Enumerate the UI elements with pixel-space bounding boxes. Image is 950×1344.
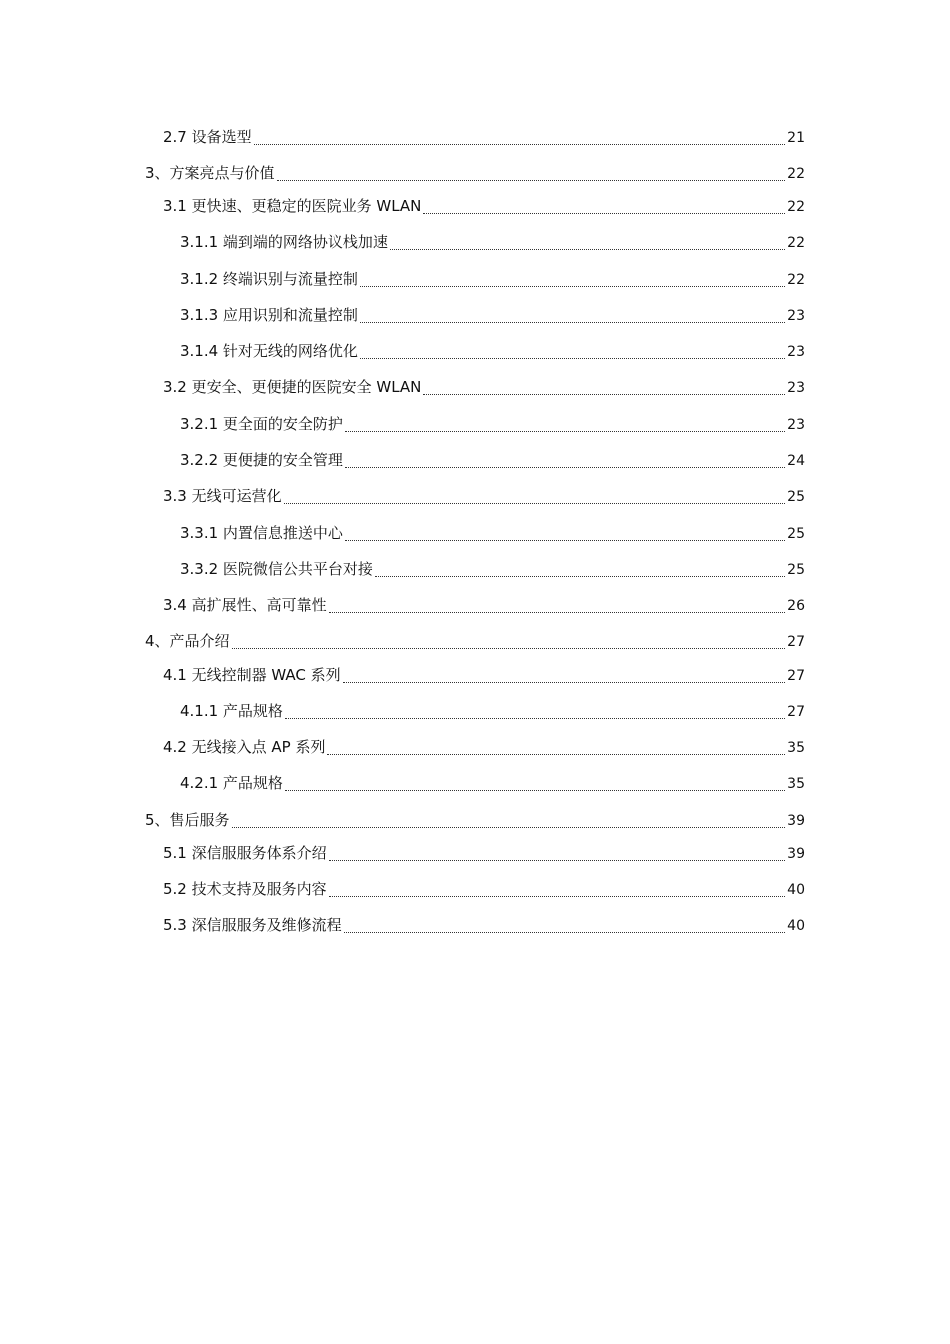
toc-entry-page: 25 xyxy=(787,489,805,505)
toc-entry-title: 5.3 深信服服务及维修流程 xyxy=(163,916,342,934)
toc-entry-page: 22 xyxy=(787,166,805,182)
toc-leader-dots xyxy=(285,717,785,719)
toc-leader-dots xyxy=(329,611,786,613)
toc-entry-title: 5.1 深信服服务体系介绍 xyxy=(163,844,327,862)
toc-entry[interactable] xyxy=(163,127,805,149)
toc-entry-page: 35 xyxy=(787,776,805,792)
toc-entry[interactable] xyxy=(180,450,805,472)
toc-entry-page: 23 xyxy=(787,308,805,324)
toc-entry-title: 3.1.1 端到端的网络协议栈加速 xyxy=(180,233,388,251)
toc-entry-page: 39 xyxy=(787,813,805,829)
toc-leader-dots xyxy=(329,859,786,861)
toc-leader-dots xyxy=(345,539,785,541)
toc-leader-dots xyxy=(375,575,785,577)
toc-entry[interactable] xyxy=(145,810,805,832)
toc-entry[interactable] xyxy=(163,665,805,687)
toc-leader-dots xyxy=(423,393,785,395)
toc-entry-title: 4.1.1 产品规格 xyxy=(180,702,283,720)
toc-entry[interactable] xyxy=(180,559,805,581)
toc-entry-page: 35 xyxy=(787,740,805,756)
toc-entry-title: 3.3 无线可运营化 xyxy=(163,487,282,505)
toc-leader-dots xyxy=(277,179,786,181)
toc-entry-title: 4.2 无线接入点 AP 系列 xyxy=(163,738,326,756)
toc-entry[interactable] xyxy=(180,232,805,254)
toc-entry-title: 3.2 更安全、更便捷的医院安全 WLAN xyxy=(163,378,422,396)
toc-entry-title: 3.3.2 医院微信公共平台对接 xyxy=(180,560,373,578)
toc-entry-page: 23 xyxy=(787,380,805,396)
toc-entry[interactable] xyxy=(163,377,805,399)
toc-entry-title: 5、售后服务 xyxy=(145,811,230,829)
toc-entry[interactable] xyxy=(145,163,805,185)
toc-entry-page: 40 xyxy=(787,918,805,934)
toc-entry[interactable] xyxy=(163,915,805,937)
toc-entry-page: 39 xyxy=(787,846,805,862)
toc-leader-dots xyxy=(232,647,786,649)
toc-entry-page: 22 xyxy=(787,272,805,288)
toc-entry[interactable] xyxy=(180,773,805,795)
toc-leader-dots xyxy=(345,430,785,432)
toc-leader-dots xyxy=(329,895,786,897)
toc-entry-title: 3.2.1 更全面的安全防护 xyxy=(180,415,343,433)
toc-leader-dots xyxy=(360,321,785,323)
toc-entry[interactable] xyxy=(163,879,805,901)
toc-entry-title: 3.1.4 针对无线的网络优化 xyxy=(180,342,358,360)
toc-entry[interactable] xyxy=(163,737,805,759)
toc-entry-title: 4.1 无线控制器 WAC 系列 xyxy=(163,666,341,684)
toc-entry-page: 40 xyxy=(787,882,805,898)
toc-leader-dots xyxy=(284,502,786,504)
toc-leader-dots xyxy=(232,826,786,828)
toc-entry-title: 4.2.1 产品规格 xyxy=(180,774,283,792)
toc-entry-page: 25 xyxy=(787,526,805,542)
toc-entry-title: 3.1 更快速、更稳定的医院业务 WLAN xyxy=(163,197,422,215)
toc-entry-page: 22 xyxy=(787,235,805,251)
toc-leader-dots xyxy=(390,248,785,250)
toc-leader-dots xyxy=(360,285,785,287)
toc-entry[interactable] xyxy=(180,414,805,436)
toc-entry-title: 5.2 技术支持及服务内容 xyxy=(163,880,327,898)
toc-entry-title: 3.2.2 更便捷的安全管理 xyxy=(180,451,343,469)
toc-entry[interactable] xyxy=(180,701,805,723)
toc-entry-title: 3.1.2 终端识别与流量控制 xyxy=(180,270,358,288)
toc-leader-dots xyxy=(327,753,785,755)
toc-entry-title: 2.7 设备选型 xyxy=(163,128,252,146)
toc-entry-title: 3.4 高扩展性、高可靠性 xyxy=(163,596,327,614)
toc-entry[interactable] xyxy=(180,341,805,363)
toc-entry-page: 26 xyxy=(787,598,805,614)
toc-entry-page: 22 xyxy=(787,199,805,215)
toc-entry-page: 25 xyxy=(787,562,805,578)
toc-entry-page: 27 xyxy=(787,704,805,720)
toc-leader-dots xyxy=(343,681,786,683)
toc-entry[interactable] xyxy=(145,631,805,653)
toc-entry-title: 3、方案亮点与价值 xyxy=(145,164,275,182)
toc-entry-title: 3.1.3 应用识别和流量控制 xyxy=(180,306,358,324)
toc-leader-dots xyxy=(423,212,785,214)
toc-entry[interactable] xyxy=(180,305,805,327)
toc-entry-page: 23 xyxy=(787,344,805,360)
toc-entry-page: 24 xyxy=(787,453,805,469)
toc-entry[interactable] xyxy=(163,196,805,218)
toc-leader-dots xyxy=(345,466,785,468)
toc-entry-page: 21 xyxy=(787,130,805,146)
toc-entry-page: 27 xyxy=(787,668,805,684)
toc-leader-dots xyxy=(254,143,786,145)
toc-entry-page: 27 xyxy=(787,634,805,650)
toc-entry-page: 23 xyxy=(787,417,805,433)
toc-entry[interactable] xyxy=(163,595,805,617)
toc-entry-title: 4、产品介绍 xyxy=(145,632,230,650)
toc-leader-dots xyxy=(344,931,786,933)
toc-entry[interactable] xyxy=(163,486,805,508)
toc-entry[interactable] xyxy=(180,523,805,545)
toc-leader-dots xyxy=(360,357,785,359)
toc-entry[interactable] xyxy=(163,843,805,865)
toc-entry[interactable] xyxy=(180,269,805,291)
toc-entry-title: 3.3.1 内置信息推送中心 xyxy=(180,524,343,542)
toc-leader-dots xyxy=(285,789,785,791)
